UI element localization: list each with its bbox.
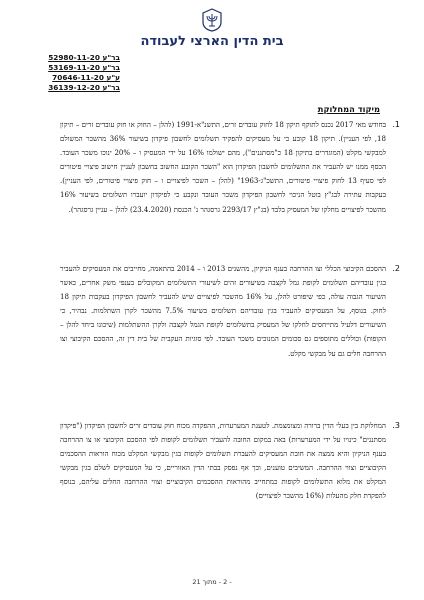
paragraph-1: בחודש מאי 2017 נכנס לתוקף תיקון 18 לחוק עובדים זרים, התשנ"א-1991 (להלן – החוק או חוק עובדים זרים – תיקון 18, לפי העניין). תיקון 18 קובע כי על מעסיקים להפקיד תשלומים לחשבון פיקדון בשיעור 36% מהשכר המשולם למבקשי מקלט (המוגדרים בתיקון 18 כ"מסתננים"), מהם ישולמו 16% על ידי המעסיק ו – 20% ינוכו משכר העובד. הכסף ממנו יש להעביר את התשלומים לחשבון הפיקדון הוא "השכר הקובע החשוב בחשבון לעניין חישוב פיצויי פיטורים לפי סעיף 13 לחוק פיצויי פיטורים, התשכ"ג-1963" (להלן – השכר לפיצויים ו – חוק פיצויי פיטורים, לפי העניין). בעקבות עתירה לבג"ץ בוטל הניכוי לחשבון הפיקדון משכר העובד ונקבע כי לפיקדון יועברו תשלומים בשיעור 16% מהשכר לפיצויים מחלקו של המעסיק בלבד (בג"ץ 2293/17 גרסגהר נ' הכנסת (23.4.2020) להלן – עניין גרסגהר). <box>60 120 387 214</box>
state-emblem-icon <box>201 8 223 32</box>
case-number: בר"ע 53169-11-20 <box>48 63 120 72</box>
court-name-title: בית הדין הארצי לעבודה <box>140 34 284 49</box>
case-numbers-block <box>32 53 120 93</box>
case-number: בר"ע 36139-12-20 <box>48 83 120 92</box>
paragraph-number: 1. <box>392 120 400 129</box>
case-number: בר"ע 52980-11-20 <box>48 53 120 62</box>
section-heading: מיקוד המחלוקת <box>317 104 380 114</box>
paragraph-3: המחלוקת בין בעלי הדין ברורה ומצומצמת. לטענת המערערות, ההפקדה מכוח חוק עובדים זרים לחשבון הפיקדון ("פיקדון מסתננים" כינויו על ידי המערערות) באה במקום החובה להעביר תשלומים לקופות לפי ההסכם הקיבוצי או צו ההרחבה בענף הניקיון והיא ממצה את חובת המעסיקים להעברת תשלומים לקופות בגין מבקשי המקלט מכוח הוראות ההסכמים הקיבוציים וצווי ההרחבה. המשיבים טוענים, וכך אף נפסק בבתי הדין האזוריים, כי על המעסיקים לשלם בגין מבקשי המקלט את מלוא התשלומים לקופות כמתחייב מהוראות ההסכמים הקיבוציים וצווי ההרחבה החלים עליהם, בנוסף להפקדת חלק מהעלות (16% מהשכר לפיצויים) <box>60 421 386 501</box>
case-number: ע"ע 70646-11-20 <box>52 73 120 82</box>
paragraph-2: ההסכם הקיבוצי הכללי וצו ההרחבה בענף הניקיון, מהשנים 2013 ו – 2014 בהתאמה, מחייבים את המעסיקים להעביר בגין עובדיהם תשלומים לקופת גמל לקצבה בשיעורים זהים לשיעורי התשלומים המקובלים בענפי משק אחרים, כאשר השיעור הגבוה עולה, כפי שיפורט להלן, על 16% מהשכר לפיצויים שיש להעביר לחשבון הפיקדון בעקבות תיקון 18 לחוק. בנוסף, על המעסיקים להעביר בגין עובדיהם תשלומים בשיעור 7.5% מהשכר לקרן השתלמות. נבהיר, כי השיעורים דלעיל מתייחסים לחלקו של המעסיק בתשלומים לקופת הגמל לקצבה ולקרן ההשתלמות (שיכונו ביחד להלן – הקופות) וכוללים מתוספים גם סכומים המנוכים משכר העובד. לפי סוגיות העקבית של בית דין זה, ההסכם הקיבוצי וצו ההרחבה חלים גם על מבקשי מקלט. <box>60 264 386 358</box>
page-footer: - 2 - מתוך 21 <box>192 578 232 586</box>
paragraph-number: 2. <box>392 264 400 273</box>
paragraph-number: 3. <box>392 421 400 430</box>
